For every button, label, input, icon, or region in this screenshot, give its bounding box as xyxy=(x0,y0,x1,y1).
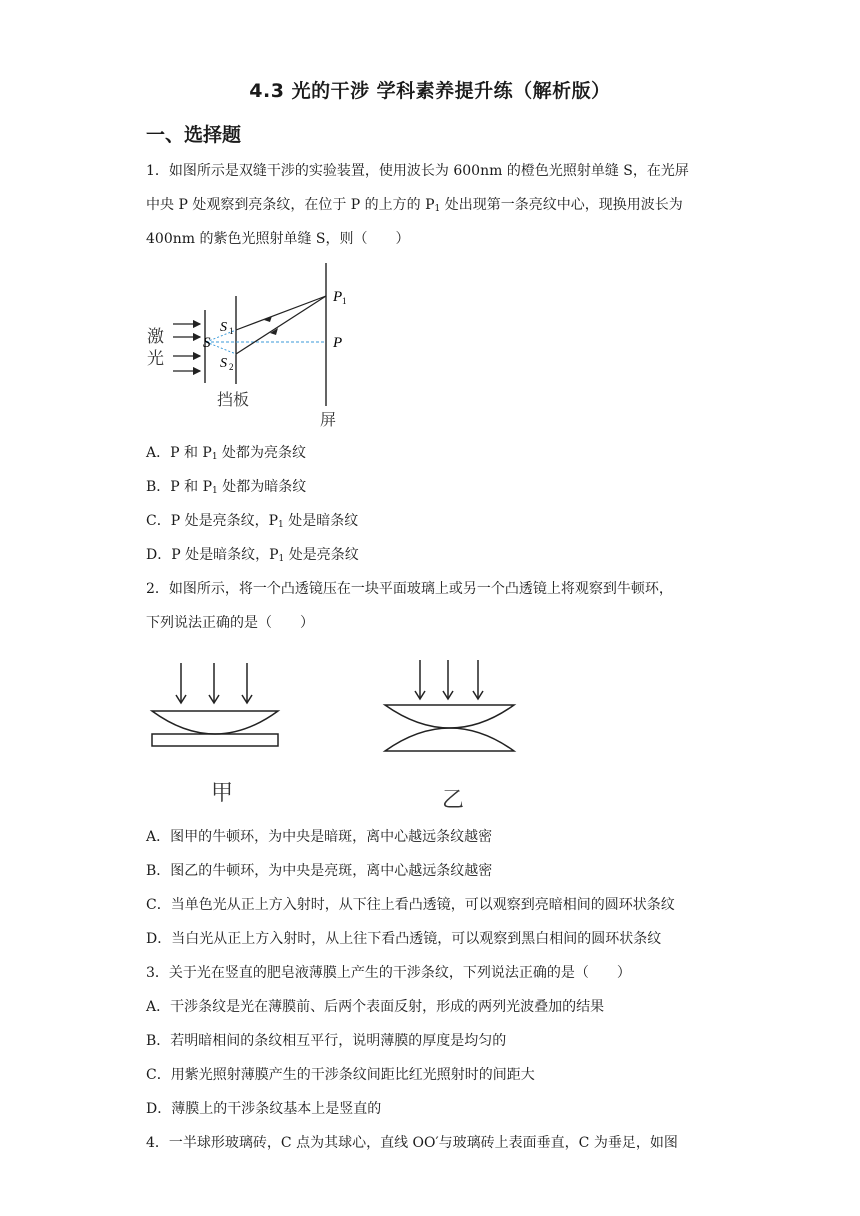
q2-option-c: C．当单色光从正上方入射时，从下往上看凸透镜，可以观察到亮暗相间的圆环状条纹 xyxy=(146,897,675,913)
q3-option-b: B．若明暗相间的条纹相互平行，说明薄膜的厚度是均匀的 xyxy=(146,1033,507,1049)
laser-label-bottom: 光 xyxy=(147,349,164,369)
q2-option-b: B．图乙的牛顿环，为中央是亮斑，离中心越远条纹越密 xyxy=(146,863,493,879)
q2-line-1: 2．如图所示，将一个凸透镜压在一块平面玻璃上或另一个凸透镜上将观察到牛顿环， xyxy=(146,581,673,597)
label-baffle: 挡板 xyxy=(217,390,250,409)
q1-line-3: 400nm 的紫色光照射单缝 S，则（ ） xyxy=(146,231,410,247)
q3-option-c: C．用紫光照射薄膜产生的干涉条纹间距比红光照射时的间距大 xyxy=(146,1067,535,1083)
section-heading: 一、选择题 xyxy=(146,124,242,146)
q1-option-b-text: B．P 和 P xyxy=(146,479,213,495)
right-upper-lens xyxy=(385,705,514,728)
q1-option-d xyxy=(146,545,359,569)
right-lower-lens xyxy=(385,728,514,751)
left-convex-lens xyxy=(152,711,278,734)
left-incident-arrows xyxy=(176,663,252,703)
newton-rings-figure xyxy=(140,655,540,815)
q1-option-a-text: A．P 和 P xyxy=(146,445,212,461)
label-p: P xyxy=(333,335,343,351)
q2-option-d: D．当白光从正上方入射时，从上往下看凸透镜，可以观察到黑白相间的圆环状条纹 xyxy=(146,931,662,947)
q1-option-d-sub: 1 xyxy=(278,554,285,564)
q1-option-a xyxy=(146,443,306,467)
q1-line-2a: 中央 P 处观察到亮条纹，在位于 P 的上方的 P xyxy=(146,197,435,213)
q3-line-1: 3．关于光在竖直的肥皂液薄膜上产生的干涉条纹，下列说法正确的是（ ） xyxy=(146,965,631,981)
q1-option-c xyxy=(146,511,358,535)
figure-label-yi: 乙 xyxy=(442,788,465,813)
q1-option-d-text: D．P 处是暗条纹，P xyxy=(146,547,279,563)
double-slit-figure xyxy=(140,258,370,428)
flat-glass-plate xyxy=(152,734,278,746)
q1-option-c-tail: 处是暗条纹 xyxy=(283,513,359,529)
label-p1: P xyxy=(333,289,343,305)
laser-label-top: 激 xyxy=(147,327,164,347)
label-s2: S xyxy=(220,356,227,371)
q1-option-b xyxy=(146,477,306,501)
q1-option-d-tail: 处是亮条纹 xyxy=(284,547,359,563)
q1-option-c-text: C．P 处是亮条纹，P xyxy=(146,513,279,529)
q1-option-a-tail: 处都为亮条纹 xyxy=(217,445,307,461)
q1-line-2b: 处出现第一条亮纹中心，现换用波长为 xyxy=(440,197,683,213)
label-s1: S xyxy=(220,320,227,335)
s-to-s2-ray xyxy=(206,342,236,354)
label-p1-sub: 1 xyxy=(342,296,347,306)
q1-option-b-sub: 1 xyxy=(212,486,218,496)
laser-arrows xyxy=(173,324,200,371)
q1-line-2 xyxy=(146,195,683,219)
label-screen: 屏 xyxy=(320,410,337,428)
document-title: 4.3 光的干涉 学科素养提升练（解析版） xyxy=(249,80,611,102)
label-s1-sub: 1 xyxy=(229,326,234,336)
label-s: S xyxy=(203,335,211,351)
figure-label-jia: 甲 xyxy=(211,781,234,806)
q1-line-1: 1．如图所示是双缝干涉的实验装置，使用波长为 600nm 的橙色光照射单缝 S，在光屏 xyxy=(146,163,689,179)
label-s2-sub: 2 xyxy=(229,362,234,372)
q1-option-c-sub: 1 xyxy=(278,520,284,530)
q1-option-b-tail: 处都为暗条纹 xyxy=(217,479,307,495)
q2-line-2: 下列说法正确的是（ ） xyxy=(146,615,314,631)
q1-line-2-sub: 1 xyxy=(434,204,441,214)
q2-option-a: A．图甲的牛顿环，为中央是暗斑，离中心越远条纹越密 xyxy=(146,829,493,845)
q1-option-a-sub: 1 xyxy=(211,452,218,462)
q3-option-a: A．干涉条纹是光在薄膜前、后两个表面反射，形成的两列光波叠加的结果 xyxy=(146,999,605,1015)
q3-option-d: D．薄膜上的干涉条纹基本上是竖直的 xyxy=(146,1101,382,1117)
right-incident-arrows xyxy=(415,660,483,699)
q4-line-1: 4．一半球形玻璃砖，C 点为其球心，直线 OO′与玻璃砖上表面垂直，C 为垂足，如图 xyxy=(146,1135,678,1151)
